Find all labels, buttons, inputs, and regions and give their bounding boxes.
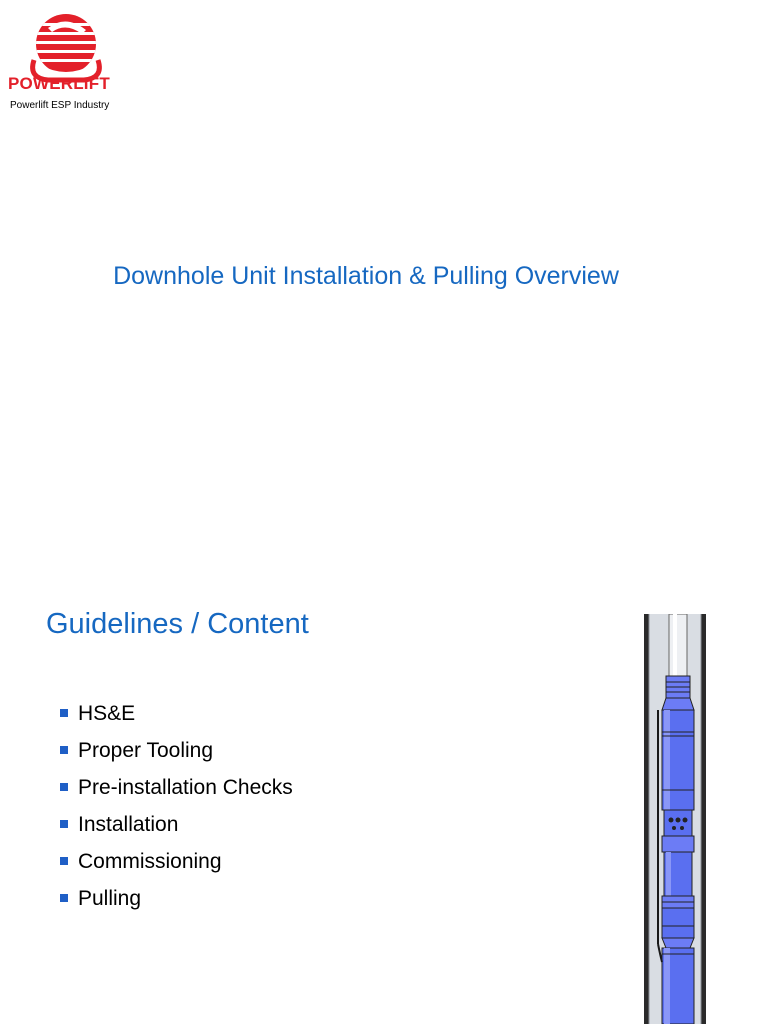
bullet-list (60, 702, 293, 924)
list-item (60, 702, 293, 739)
list-item (60, 850, 293, 887)
list-item (60, 776, 293, 813)
logo-tagline: Powerlift ESP Industry (10, 100, 110, 111)
list-item (60, 813, 293, 850)
logo-wordmark: POWERLIFT (8, 74, 110, 93)
esp-pump-assembly-illustration (644, 614, 706, 1024)
list-item-label: Pulling (78, 887, 142, 910)
bullet-square-icon (60, 783, 68, 791)
section-title: Guidelines / Content (46, 608, 309, 640)
bullet-square-icon (60, 857, 68, 865)
list-item-label: Installation (78, 813, 179, 836)
list-item (60, 739, 293, 776)
list-item-label: Proper Tooling (78, 739, 214, 762)
list-item-label: Pre-installation Checks (78, 776, 293, 799)
bullet-square-icon (60, 746, 68, 754)
bullet-square-icon (60, 820, 68, 828)
list-item (60, 887, 293, 924)
slide-title: Downhole Unit Installation & Pulling Overview (113, 262, 619, 290)
list-item-label: Commissioning (78, 850, 222, 873)
list-item-label: HS&E (78, 702, 136, 725)
bullet-square-icon (60, 894, 68, 902)
content-slide (0, 512, 768, 1024)
bullet-square-icon (60, 709, 68, 717)
